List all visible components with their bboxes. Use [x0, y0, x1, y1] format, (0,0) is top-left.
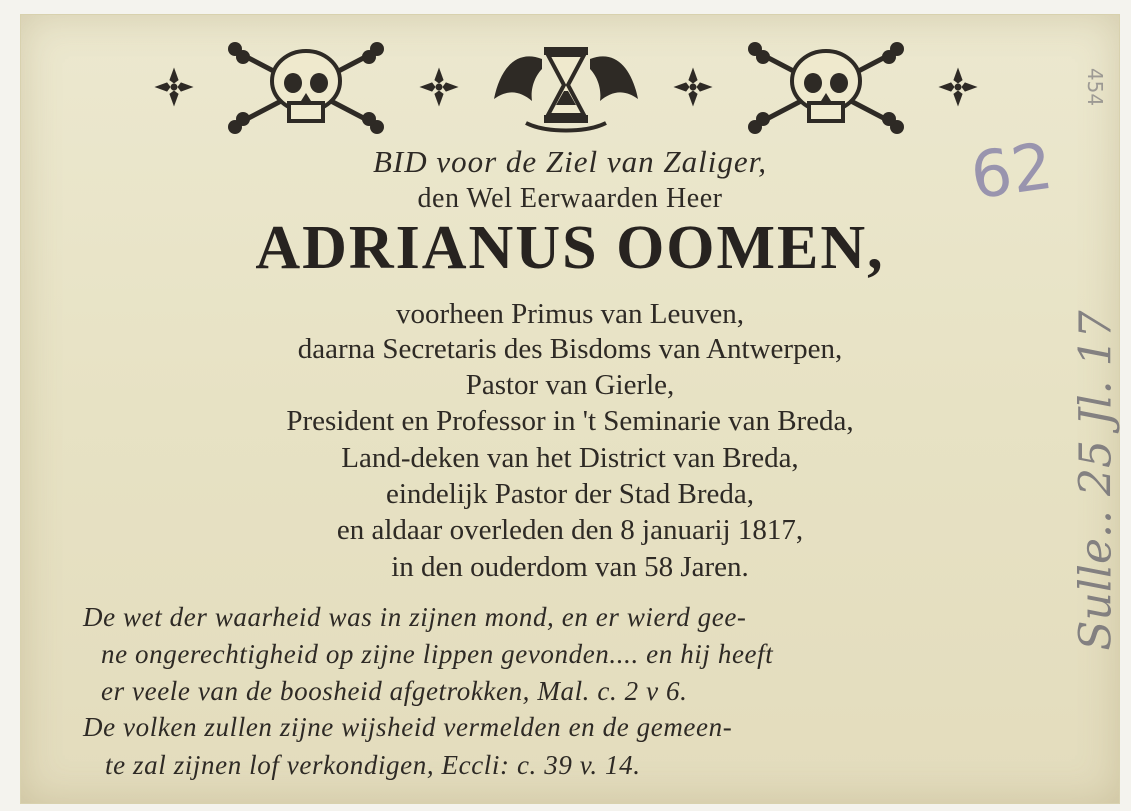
archive-number: 454: [1083, 67, 1108, 107]
cross-ornament-icon: [151, 64, 197, 110]
scripture-quote-line: er veele van de boosheid afgetrokken, Mal. c. 2 v 6.: [101, 676, 688, 706]
honorific-line: den Wel Eerwaarden Heer: [417, 183, 723, 214]
scripture-quote-line: ne ongerechtigheid op zijne lippen gevonden.... en hij heeft: [101, 639, 774, 669]
memorial-card: [20, 14, 1120, 804]
scripture-quote-line: De volken zullen zijne wijsheid vermelden en de gemeen-: [83, 712, 733, 742]
age-line: in den ouderdom van 58 Jaren.: [391, 551, 749, 583]
stamp-number: 62: [966, 129, 1058, 215]
bid-heading: BID voor de Ziel van Zaliger,: [372, 144, 768, 179]
handwritten-note: Sulle.. 25 Jl. 17: [1070, 310, 1122, 651]
cross-ornament-icon: [935, 64, 981, 110]
scripture-quote-line: De wet der waarheid was in zijnen mond, en er wierd gee-: [83, 602, 747, 632]
career-line: voorheen Primus van Leuven,: [396, 298, 744, 330]
career-line: daarna Secretaris des Bisdoms van Antwerpen,: [297, 333, 843, 365]
winged-hourglass-icon: [486, 39, 646, 135]
cross-ornament-icon: [416, 64, 462, 110]
deceased-name: ADRIANUS OOMEN,: [255, 214, 885, 282]
career-line: Land-deken van het District van Breda,: [341, 442, 799, 474]
skull-crossbones-icon: [221, 39, 391, 135]
career-line: Pastor van Gierle,: [465, 369, 675, 401]
ornament-row: [151, 37, 981, 137]
cross-ornament-icon: [670, 64, 716, 110]
career-line: eindelijk Pastor der Stad Breda,: [385, 478, 755, 510]
skull-crossbones-icon: [741, 39, 911, 135]
career-line: President en Professor in 't Seminarie van Breda,: [286, 405, 854, 437]
scripture-quote-line: te zal zijnen lof verkondigen, Eccli: c. 39 v. 14.: [105, 750, 641, 780]
death-date-line: en aldaar overleden den 8 januarij 1817,: [336, 514, 804, 546]
